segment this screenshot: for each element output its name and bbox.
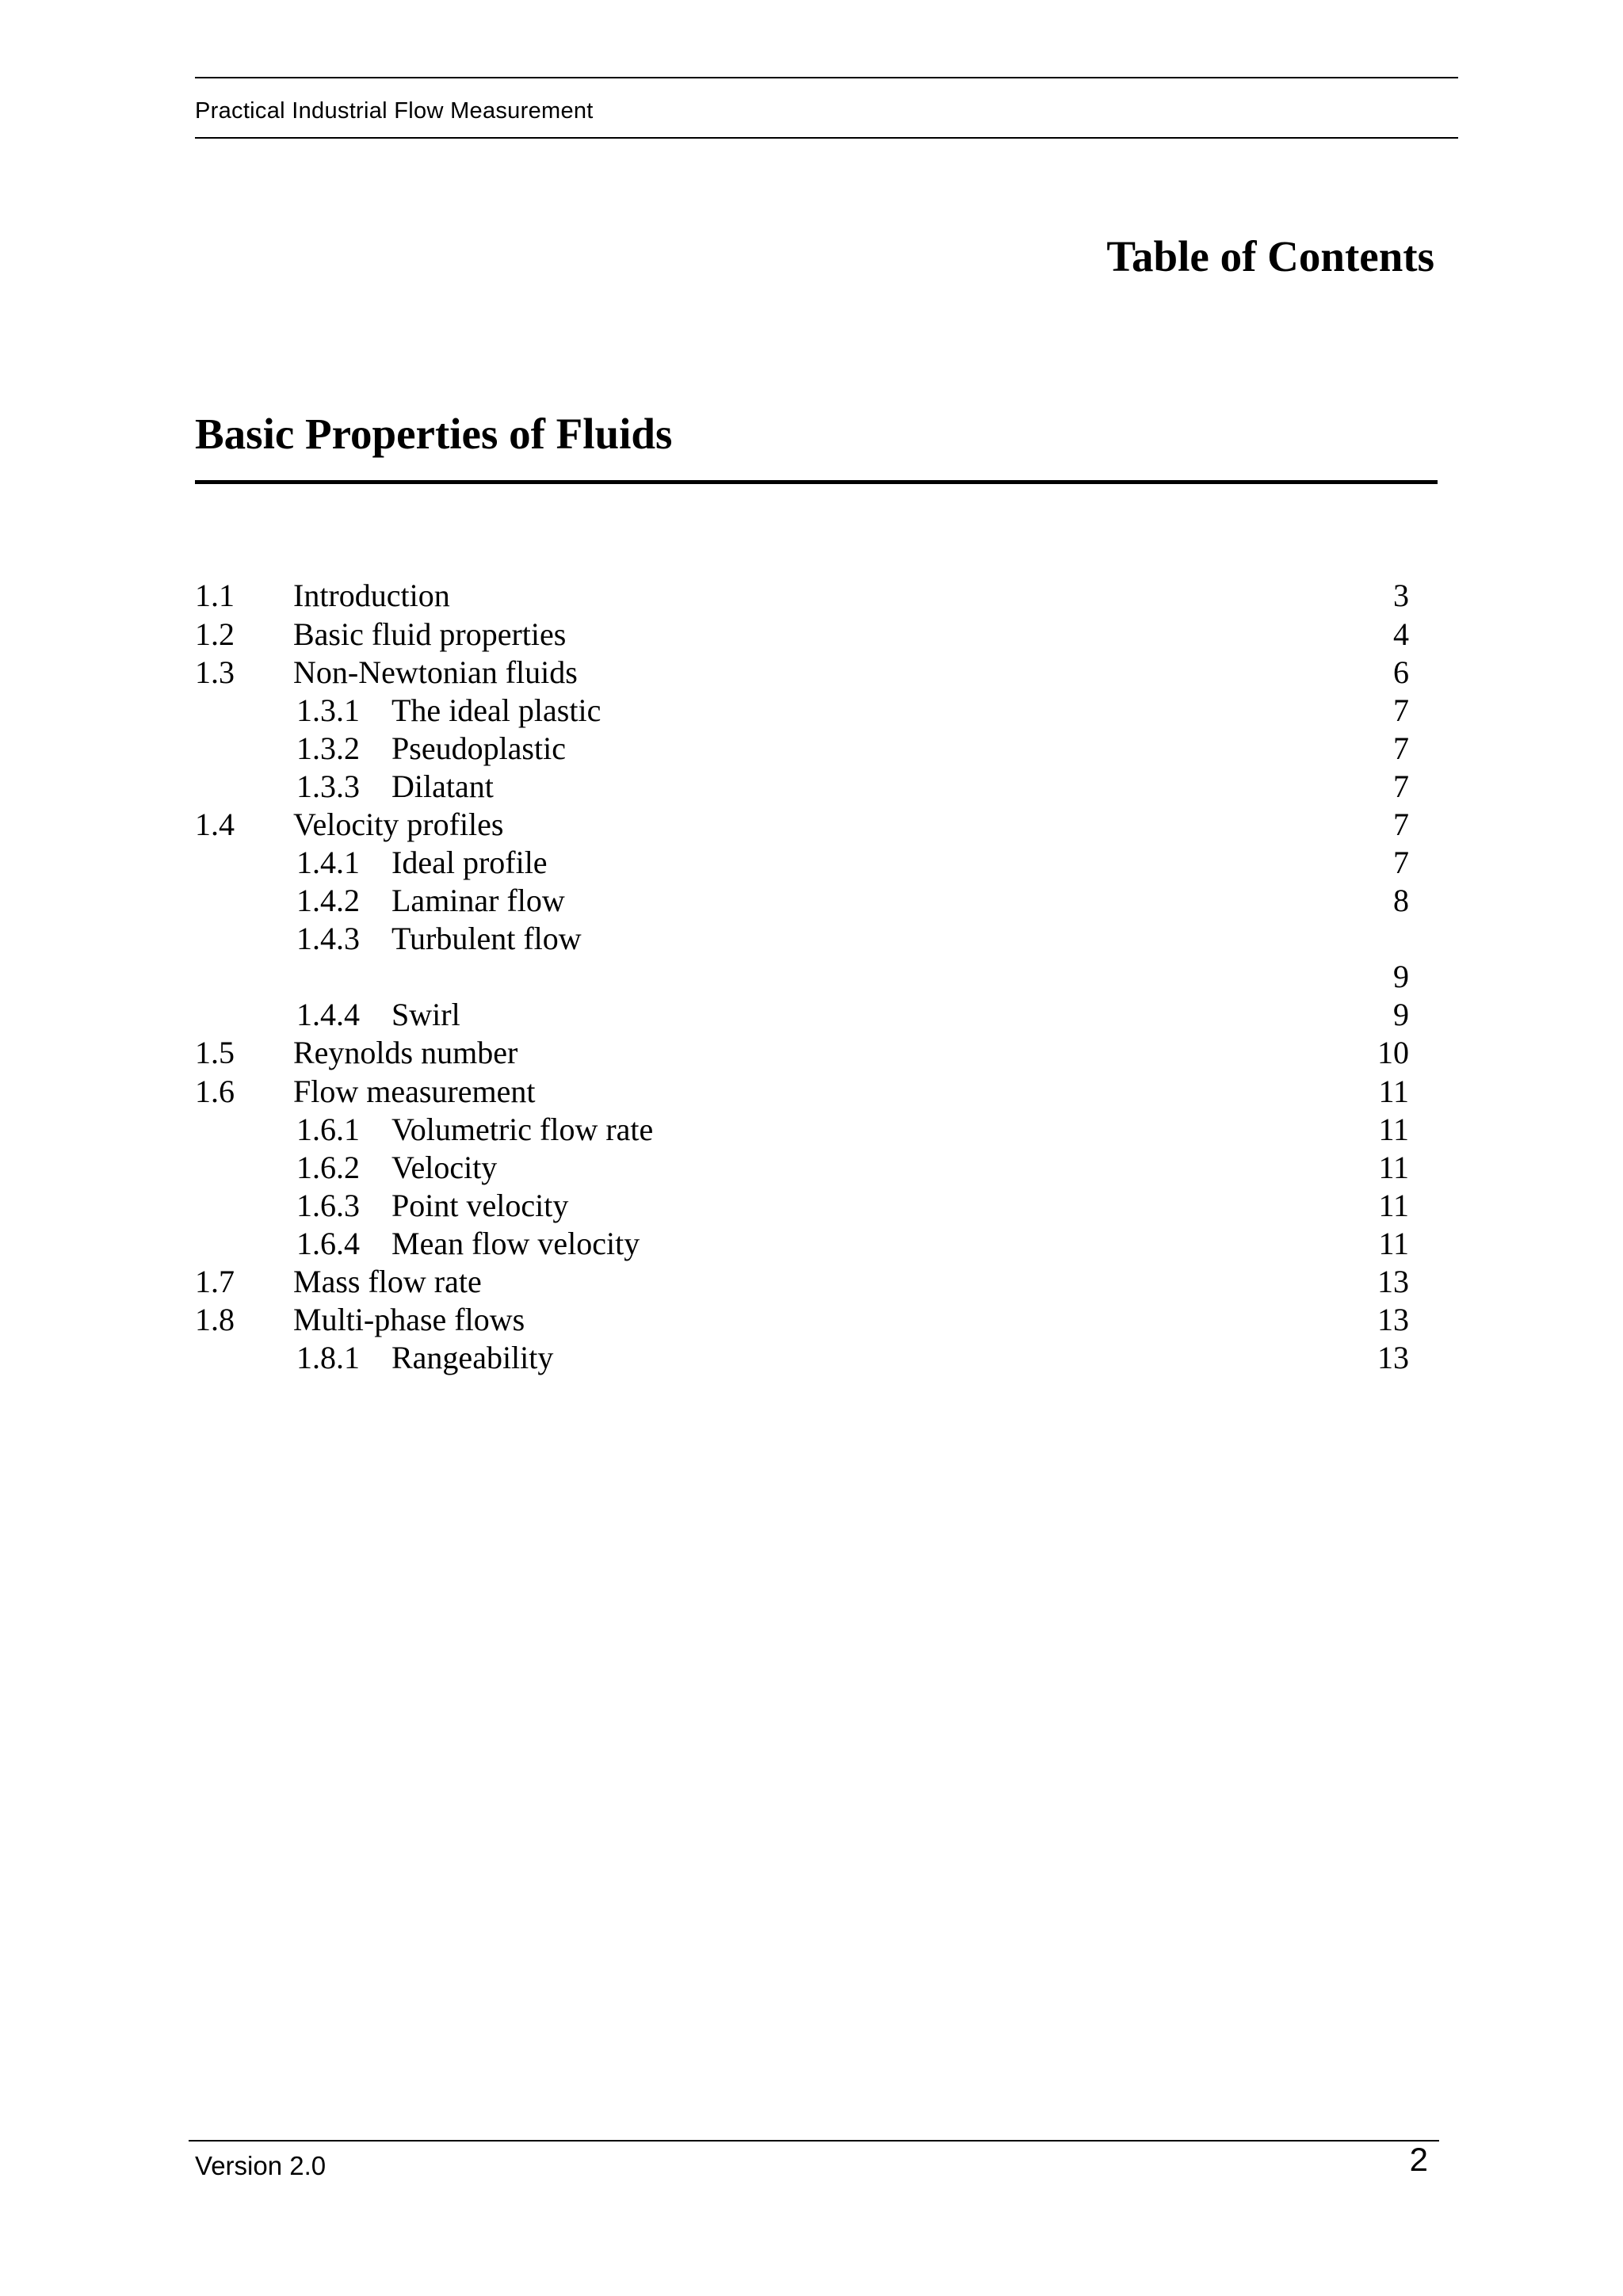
toc-entry[interactable] <box>0 577 1623 615</box>
toc-entry-title: Mean flow velocity <box>391 1226 640 1261</box>
toc-entry-number: 1.3.3 <box>296 769 360 804</box>
toc-entry-page: 11 <box>1378 1188 1409 1223</box>
toc-entry-title: Non-Newtonian fluids <box>293 654 578 690</box>
toc-entry-title: Velocity <box>391 1150 498 1185</box>
toc-entry-page: 13 <box>1377 1264 1409 1299</box>
toc-entry[interactable] <box>0 996 1623 1034</box>
toc-entry[interactable] <box>0 1149 1623 1187</box>
toc-entry-title: The ideal plastic <box>391 692 601 728</box>
toc-entry-number: 1.3.1 <box>296 692 360 728</box>
toc-entry-title: Multi-phase flows <box>293 1302 525 1337</box>
footer-version: Version 2.0 <box>195 2151 327 2180</box>
toc-entry[interactable] <box>0 692 1623 730</box>
toc-entry-number: 1.6.3 <box>296 1188 360 1223</box>
toc-entry-title: Reynolds number <box>293 1035 518 1070</box>
toc-entry-title: Introduction <box>293 578 450 613</box>
toc-entry[interactable] <box>0 1034 1623 1072</box>
toc-entry-page: 7 <box>1393 845 1409 880</box>
footer-page-number: 2 <box>1409 2141 1428 2178</box>
toc-entry-page: 9 <box>1393 959 1409 994</box>
header-bottom-rule <box>195 137 1458 139</box>
toc-entry-number: 1.5 <box>195 1035 235 1070</box>
toc-entry-page: 10 <box>1377 1035 1409 1070</box>
toc-entry-page: 6 <box>1393 654 1409 690</box>
toc-entry-number: 1.8 <box>195 1302 235 1337</box>
toc-entry-number: 1.4.2 <box>296 883 360 918</box>
toc-entry-page: 13 <box>1377 1340 1409 1375</box>
toc-entry-page: 4 <box>1393 616 1409 652</box>
toc-entry[interactable] <box>0 1225 1623 1263</box>
toc-entry-number: 1.6.4 <box>296 1226 360 1261</box>
toc-entry[interactable] <box>0 730 1623 768</box>
toc-entry-page: 8 <box>1393 883 1409 918</box>
toc-entry[interactable] <box>0 806 1623 844</box>
toc-entry-title: Laminar flow <box>391 883 565 918</box>
toc-entry[interactable] <box>0 844 1623 882</box>
toc-entry-page: 11 <box>1378 1074 1409 1109</box>
toc-entry-page: 11 <box>1378 1226 1409 1261</box>
toc-entry-title: Swirl <box>391 997 460 1032</box>
toc-entry-number: 1.6.2 <box>296 1150 360 1185</box>
toc-entry-number: 1.6.1 <box>296 1112 360 1147</box>
toc-entry-number: 1.8.1 <box>296 1340 360 1375</box>
toc-entry-page: 7 <box>1393 730 1409 766</box>
toc-entry[interactable] <box>0 1187 1623 1225</box>
toc-entry-title: Flow measurement <box>293 1074 536 1109</box>
toc-entry-number: 1.4.4 <box>296 997 360 1032</box>
toc-entry-number: 1.4 <box>195 807 235 842</box>
toc-entry[interactable] <box>0 920 1623 996</box>
toc-entry-number: 1.4.1 <box>296 845 360 880</box>
page-title: Table of Contents <box>1106 232 1434 280</box>
toc-entry-page: 7 <box>1393 769 1409 804</box>
toc-entry-title: Mass flow rate <box>293 1264 482 1299</box>
toc-entry[interactable] <box>0 616 1623 654</box>
toc-entry[interactable] <box>0 882 1623 920</box>
toc-entry-title: Volumetric flow rate <box>391 1112 654 1147</box>
chapter-title-rule <box>195 480 1438 484</box>
toc-entry[interactable] <box>0 1339 1623 1377</box>
chapter-title: Basic Properties of Fluids <box>195 410 673 458</box>
toc-entry-title: Velocity profiles <box>293 807 504 842</box>
toc-entry-number: 1.3.2 <box>296 730 360 766</box>
toc-entry-page: 3 <box>1393 578 1409 613</box>
toc-entry-page: 7 <box>1393 807 1409 842</box>
toc-entry-number: 1.4.3 <box>296 921 360 956</box>
toc-entry-number: 1.2 <box>195 616 235 652</box>
toc-entry-page: 9 <box>1393 997 1409 1032</box>
toc-entry[interactable] <box>0 654 1623 692</box>
toc-entry-number: 1.3 <box>195 654 235 690</box>
toc-entry-page: 7 <box>1393 692 1409 728</box>
toc-entry-number: 1.6 <box>195 1074 235 1109</box>
header-top-rule <box>195 77 1458 78</box>
toc-entry-page: 11 <box>1378 1112 1409 1147</box>
toc-entry[interactable] <box>0 768 1623 806</box>
toc-entry-number: 1.7 <box>195 1264 235 1299</box>
toc-entry-title: Ideal profile <box>391 845 548 880</box>
toc-entry-title: Turbulent flow <box>391 921 582 956</box>
toc-entry-title: Pseudoplastic <box>391 730 566 766</box>
toc-entry-page: 13 <box>1377 1302 1409 1337</box>
toc-entry-title: Point velocity <box>391 1188 569 1223</box>
toc-entry-title: Basic fluid properties <box>293 616 567 652</box>
toc-entry-title: Dilatant <box>391 769 494 804</box>
toc-entry[interactable] <box>0 1301 1623 1339</box>
footer-rule <box>189 2140 1439 2142</box>
toc-entry-title: Rangeability <box>391 1340 554 1375</box>
toc-entry[interactable] <box>0 1111 1623 1149</box>
running-head: Practical Industrial Flow Measurement <box>195 98 594 124</box>
toc-entry-page: 11 <box>1378 1150 1409 1185</box>
toc-entry[interactable] <box>0 1073 1623 1111</box>
toc-entry[interactable] <box>0 1263 1623 1301</box>
toc-entry-number: 1.1 <box>195 578 235 613</box>
